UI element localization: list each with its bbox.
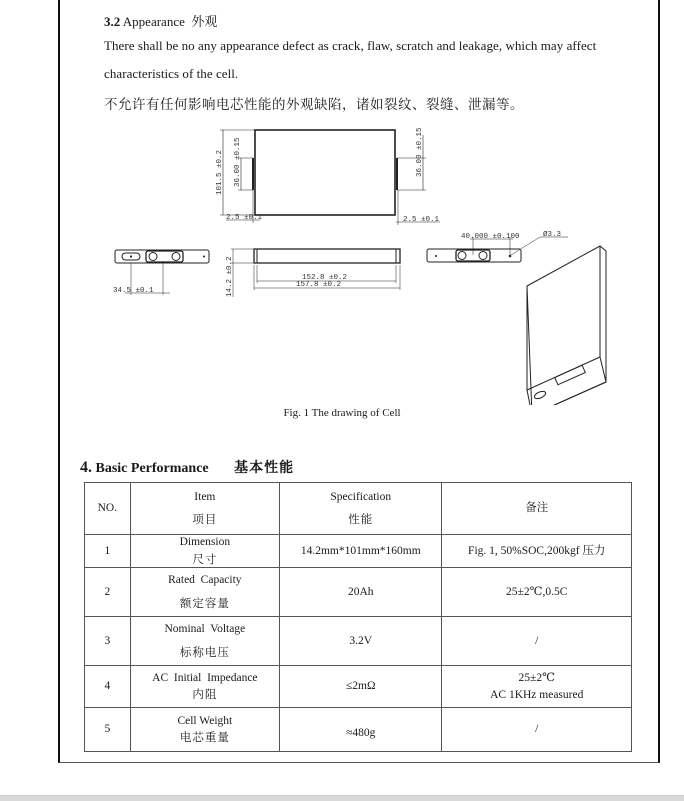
dim-terminal-right: 36.00 ±0.15 (416, 127, 424, 177)
section-number: 4. (80, 459, 92, 476)
section-number: 3.2 (104, 14, 121, 29)
dim-thickness: 14.2 ±0.2 (226, 256, 234, 297)
cell-item: Nominal Voltage 标称电压 (130, 617, 279, 666)
figure-caption: Fig. 1 The drawing of Cell (283, 407, 401, 419)
dim-height-total: 101.5 ±0.2 (216, 149, 224, 195)
table-row (85, 568, 632, 617)
cell-no: 4 (85, 666, 131, 708)
table-row (85, 708, 632, 752)
header-item: Item 项目 (130, 483, 279, 535)
section-title: Appearance (122, 14, 185, 29)
cell-item: Cell Weight 电芯重量 (130, 708, 279, 752)
viewer-bottom-bar (0, 795, 684, 801)
section-title-cn: 基本性能 (234, 461, 295, 476)
table-row (85, 535, 632, 568)
header-no: NO. (85, 483, 131, 535)
cell-no: 3 (85, 617, 131, 666)
section-title-cn: 外观 (191, 14, 218, 29)
cell-remark: / (442, 617, 632, 666)
table-header-row (85, 483, 632, 535)
dim-total-length: 157.8 ±0.2 (296, 281, 342, 289)
appearance-paragraph-line1: There shall be no any appearance defect as crack, flaw, scratch and leakage, which may affect (104, 38, 597, 53)
cell-spec: ≈480g (280, 708, 442, 752)
section-4-heading (80, 457, 294, 477)
appearance-paragraph-line2: characteristics of the cell. (104, 66, 239, 81)
appearance-paragraph-cn: 不允许有任何影响电芯性能的外观缺陷，诸如裂纹、裂缝、泄漏等。 (104, 97, 524, 112)
dim-body-length: 152.8 ±0.2 (302, 274, 348, 282)
cell-item: Dimension 尺寸 (130, 535, 279, 568)
dim-hole-diameter: Ø3.3 (543, 231, 562, 239)
cell-spec: 14.2mm*101mm*160mm (280, 535, 442, 568)
table-row (85, 666, 632, 708)
cell-remark: 25±2℃ AC 1KHz measured (442, 666, 632, 708)
dim-offset-right: 2.5 ±0.1 (403, 216, 440, 224)
cell-spec: ≤2mΩ (280, 666, 442, 708)
dim-pitch-left: 34.5 ±0.1 (113, 287, 154, 295)
cell-remark: / (442, 708, 632, 752)
cell-remark: 25±2℃,0.5C (442, 568, 632, 617)
cell-item: AC Initial Impedance 内阻 (130, 666, 279, 708)
header-remark: 备注 (442, 483, 632, 535)
cell-no: 2 (85, 568, 131, 617)
basic-performance-table (84, 482, 632, 752)
section-title: Basic Performance (95, 461, 209, 476)
dim-terminal-left: 36.00 ±0.15 (234, 137, 242, 187)
cell-remark: Fig. 1, 50%SOC,200kgf 压力 (442, 535, 632, 568)
table-row (85, 617, 632, 666)
section-3-2-heading (104, 11, 217, 30)
cell-spec: 20Ah (280, 568, 442, 617)
dim-pitch-right: 40.000 ±0.100 (461, 233, 520, 241)
cell-no: 5 (85, 708, 131, 752)
cell-spec: 3.2V (280, 617, 442, 666)
cell-item: Rated Capacity 额定容量 (130, 568, 279, 617)
dim-offset-left: 2.5 ±0.1 (226, 214, 263, 222)
cell-no: 1 (85, 535, 131, 568)
cell-drawing (100, 125, 630, 405)
header-specification: Specification 性能 (280, 483, 442, 535)
